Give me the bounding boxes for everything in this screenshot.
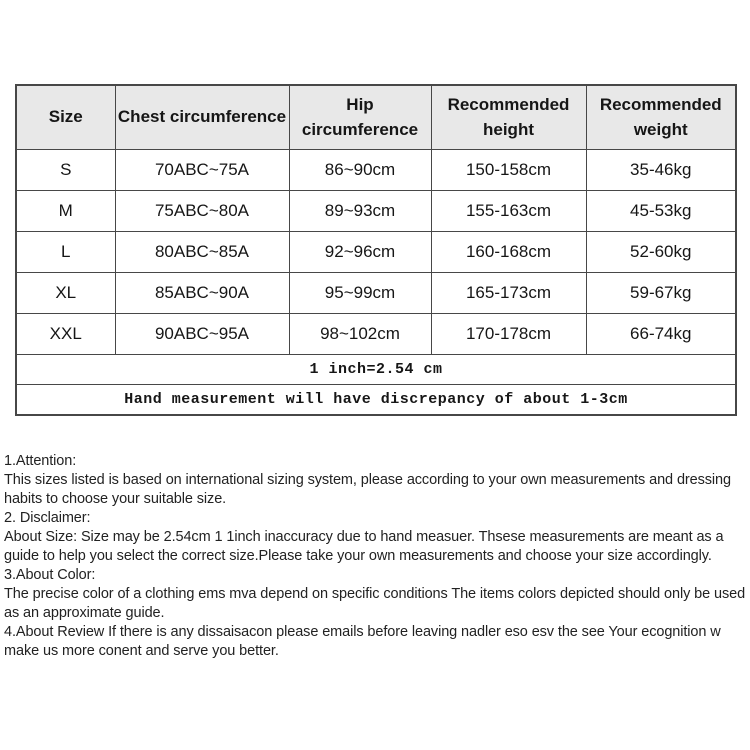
cell-height: 165-173cm <box>431 273 586 314</box>
cell-weight: 66-74kg <box>586 314 736 355</box>
about-color-heading: 3.About Color: <box>4 567 96 583</box>
cell-hip: 86~90cm <box>289 150 431 191</box>
about-color-text: The precise color of a clothing ems mva depend on specific conditions The items colors depicted should only be used as an approximate guide. <box>4 586 746 621</box>
about-size-text: About Size: Size may be 2.54cm 1 1inch inaccuracy due to hand measuer. Thsese measurements are meant as a guide to help you select the correct size.Please take your own measurements and choose your size accordingly. <box>4 529 724 564</box>
cell-weight: 59-67kg <box>586 273 736 314</box>
table-row <box>16 232 736 273</box>
cell-chest: 70ABC~75A <box>115 150 289 191</box>
cell-size: XXL <box>16 314 115 355</box>
hand-measurement-note: Hand measurement will have discrepancy of about 1-3cm <box>16 385 736 416</box>
cell-size: L <box>16 232 115 273</box>
cell-chest: 90ABC~95A <box>115 314 289 355</box>
cell-size: M <box>16 191 115 232</box>
table-header-row <box>16 85 736 150</box>
cell-height: 170-178cm <box>431 314 586 355</box>
note-row-hand-measurement <box>16 385 736 416</box>
cell-weight: 35-46kg <box>586 150 736 191</box>
table-row <box>16 273 736 314</box>
cell-chest: 85ABC~90A <box>115 273 289 314</box>
attention-text: This sizes listed is based on international sizing system, please according to your own measurements and dressing habits to choose your suitable size. <box>4 472 731 507</box>
cell-height: 160-168cm <box>431 232 586 273</box>
attention-heading: 1.Attention: <box>4 453 77 469</box>
cell-size: XL <box>16 273 115 314</box>
cell-height: 150-158cm <box>431 150 586 191</box>
disclaimer-text-block <box>4 452 749 661</box>
cell-weight: 45-53kg <box>586 191 736 232</box>
header-size: Size <box>16 85 115 150</box>
disclaimer-heading: 2. Disclaimer: <box>4 510 91 526</box>
cell-chest: 80ABC~85A <box>115 232 289 273</box>
cell-hip: 92~96cm <box>289 232 431 273</box>
cell-height: 155-163cm <box>431 191 586 232</box>
cell-size: S <box>16 150 115 191</box>
table-row <box>16 314 736 355</box>
table-row <box>16 191 736 232</box>
cell-weight: 52-60kg <box>586 232 736 273</box>
about-review-text: 4.About Review If there is any dissaisacon please emails before leaving nadler eso esv the see Your ecognition w make us more conent and serve you better. <box>4 624 721 659</box>
cell-hip: 98~102cm <box>289 314 431 355</box>
header-chest-circumference: Chest circumference <box>115 85 289 150</box>
size-chart-table <box>15 84 737 416</box>
header-recommended-weight: Recommended weight <box>586 85 736 150</box>
note-row-inch-conversion <box>16 355 736 385</box>
cell-hip: 95~99cm <box>289 273 431 314</box>
cell-chest: 75ABC~80A <box>115 191 289 232</box>
header-recommended-height: Recommended height <box>431 85 586 150</box>
cell-hip: 89~93cm <box>289 191 431 232</box>
inch-conversion-note: 1 inch=2.54 cm <box>16 355 736 385</box>
header-hip-circumference: Hip circumference <box>289 85 431 150</box>
table-row <box>16 150 736 191</box>
